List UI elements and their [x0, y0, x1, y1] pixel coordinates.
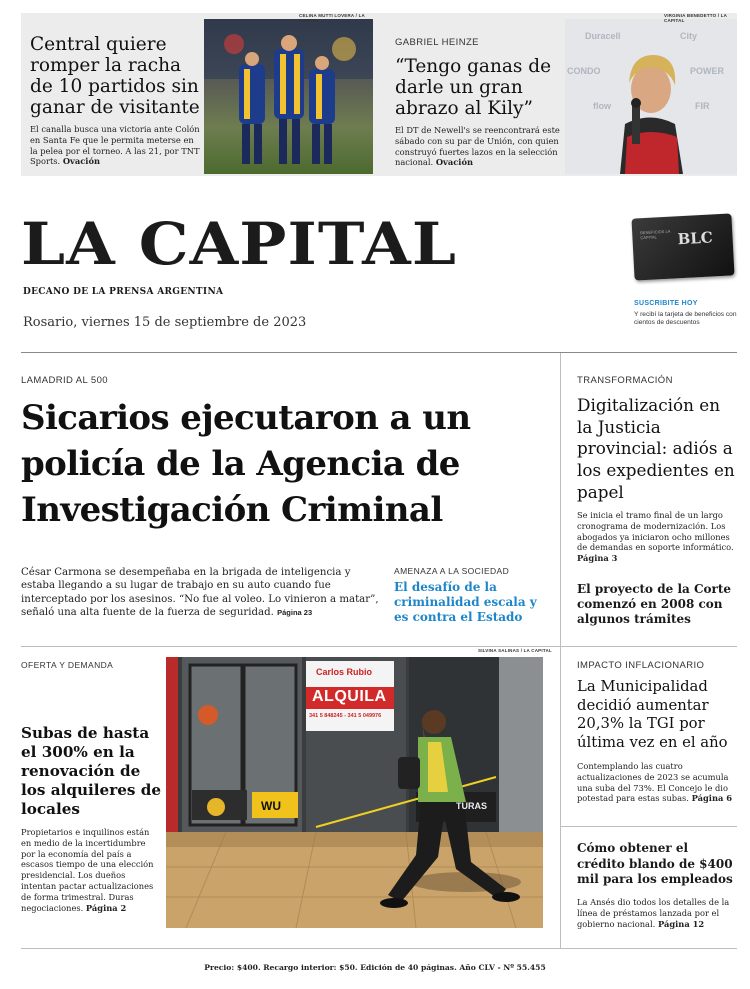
players-celebration-illustration	[204, 19, 373, 174]
masthead	[21, 190, 737, 345]
divider	[21, 948, 737, 949]
rent-headline[interactable]: Subas de hasta el 300% en la renovación de los alquileres de locales	[21, 724, 161, 818]
lead-story	[21, 353, 559, 645]
tgi-story	[577, 647, 737, 825]
right-subheadline[interactable]: El proyecto de la Corte comenzó en 2008 con algunos trámites	[577, 582, 732, 626]
storefront-photo	[166, 657, 543, 928]
tgi-headline[interactable]: La Municipalidad decidió aumentar 20,3% la TGI por última vez en el año	[577, 678, 728, 751]
right-kicker: TRANSFORMACIÓN	[577, 375, 673, 386]
lead-headline[interactable]: Sicarios ejecutaron a un policía de la Agencia de Investigación Criminal	[21, 398, 471, 530]
right-top-story	[577, 353, 737, 645]
promo-title[interactable]: SUSCRIBITE HOY	[634, 300, 698, 307]
masthead-tagline: DECANO DE LA PRENSA ARGENTINA	[23, 287, 224, 297]
svg-text:POWER: POWER	[690, 66, 725, 76]
teaser-headline[interactable]: Central quiere romper la racha de 10 partidos sin ganar de visitante	[30, 34, 200, 118]
coach-press-conference-illustration	[565, 19, 737, 174]
tgi-body: Contemplando las cuatro actualizaciones de 2023 se acumula una suba del 73%. El Concejo le dio potestad para estas subas. Página 6	[577, 761, 733, 804]
card-small-text: BENEFICIOS LA CAPITAL	[640, 228, 671, 241]
promo-text: Y recibí la tarjeta de beneficios con cientos de descuentos	[634, 311, 737, 326]
svg-text:FIR: FIR	[695, 101, 710, 111]
credit-headline[interactable]: Cómo obtener el crédito blando de $400 mil para los empleados	[577, 841, 733, 886]
teaser-central[interactable]	[21, 13, 373, 176]
tgi-kicker: IMPACTO INFLACIONARIO	[577, 660, 705, 671]
masthead-title[interactable]: LA CAPITAL	[21, 210, 457, 278]
teaser-kicker: GABRIEL HEINZE	[395, 37, 479, 48]
lead-kicker: LAMADRID AL 500	[21, 375, 108, 386]
svg-text:CONDO: CONDO	[567, 66, 601, 76]
photo-credit: CELINA MUTTI LOVERA / LA CAPITAL	[299, 13, 365, 23]
sign-top-text: Carlos Rubio	[316, 667, 373, 677]
svg-text:Duracell: Duracell	[585, 31, 621, 41]
sign-alquila: ALQUILA	[312, 688, 387, 705]
credit-story	[577, 827, 737, 947]
photo-credit: VIRGINIA BENEDETTO / LA CAPITAL	[664, 13, 727, 23]
rent-body: Propietarios e inquilinos están en medio de la incertidumbre por la economía del país a escasos tiempo de una elección presidencial. Los dueños intentan pactar actualizaciones de forma trimestral. Duras negociaciones. Página 2	[21, 827, 154, 913]
teaser-body: El canalla busca una victoria ante Colón en Santa Fe que le permita meterse en la pelea por el torneo. A las 21, por TNT Sports. Ovación	[30, 124, 200, 167]
teaser-heinze[interactable]	[385, 13, 737, 176]
card-logo: BLC	[677, 228, 714, 249]
sign-phone: 341 5 848245 - 341 5 049976	[309, 713, 382, 719]
lead-sidebar-text[interactable]: El desafío de la criminalidad escala y es contra el Estado	[394, 580, 537, 624]
column-divider	[560, 353, 561, 948]
football-photo	[204, 19, 373, 174]
coach-photo	[565, 19, 737, 174]
svg-text:flow: flow	[593, 101, 611, 111]
photo-credit: SILVINA SALINAS / LA CAPITAL	[478, 648, 552, 653]
lead-sidebar-kicker: AMENAZA A LA SOCIEDAD	[394, 566, 510, 576]
benefits-card[interactable]	[631, 213, 734, 280]
top-teaser-strip	[21, 13, 737, 176]
credit-body: La Ansés dio todos los detalles de la línea de préstamos lanzada por el gobierno nacional. Página 12	[577, 897, 730, 929]
right-body: Se inicia el tramo final de un largo cronograma de modernización. Los abogados ya iniciaron ocho millones de demandas en soporte informático. Página 3	[577, 510, 734, 564]
window-text: TURAS	[456, 801, 487, 811]
masthead-dateline: Rosario, viernes 15 de septiembre de 2023	[23, 315, 307, 330]
footer-price-line: Precio: $400. Recargo interior: $50. Edición de 40 páginas. Año CLV - Nº 55.455	[204, 963, 546, 972]
right-headline[interactable]: Digitalización en la Justicia provincial: adiós a los expedientes en papel	[577, 395, 735, 502]
wu-logo: WU	[261, 799, 281, 813]
svg-text:City: City	[680, 31, 698, 41]
rent-story	[21, 647, 559, 947]
lead-body: César Carmona se desempeñaba en la brigada de inteligencia y estaba llegando a su lugar de trabajo en su auto cuando fue interceptado por los asesinos. “No fue al voleo. Lo vinieron a matar”, señaló una alta fuente de la fuerza de seguridad. Página 23	[21, 567, 379, 618]
teaser-body: El DT de Newell's se reencontrará este sábado con su par de Unión, con quien construyó fuertes lazos en la selección nacional. Ovación	[395, 125, 560, 168]
teaser-headline[interactable]: “Tengo ganas de darle un gran abrazo al Kily”	[395, 56, 552, 119]
lead-sidebar[interactable]	[394, 566, 554, 625]
rent-kicker: OFERTA Y DEMANDA	[21, 660, 114, 670]
